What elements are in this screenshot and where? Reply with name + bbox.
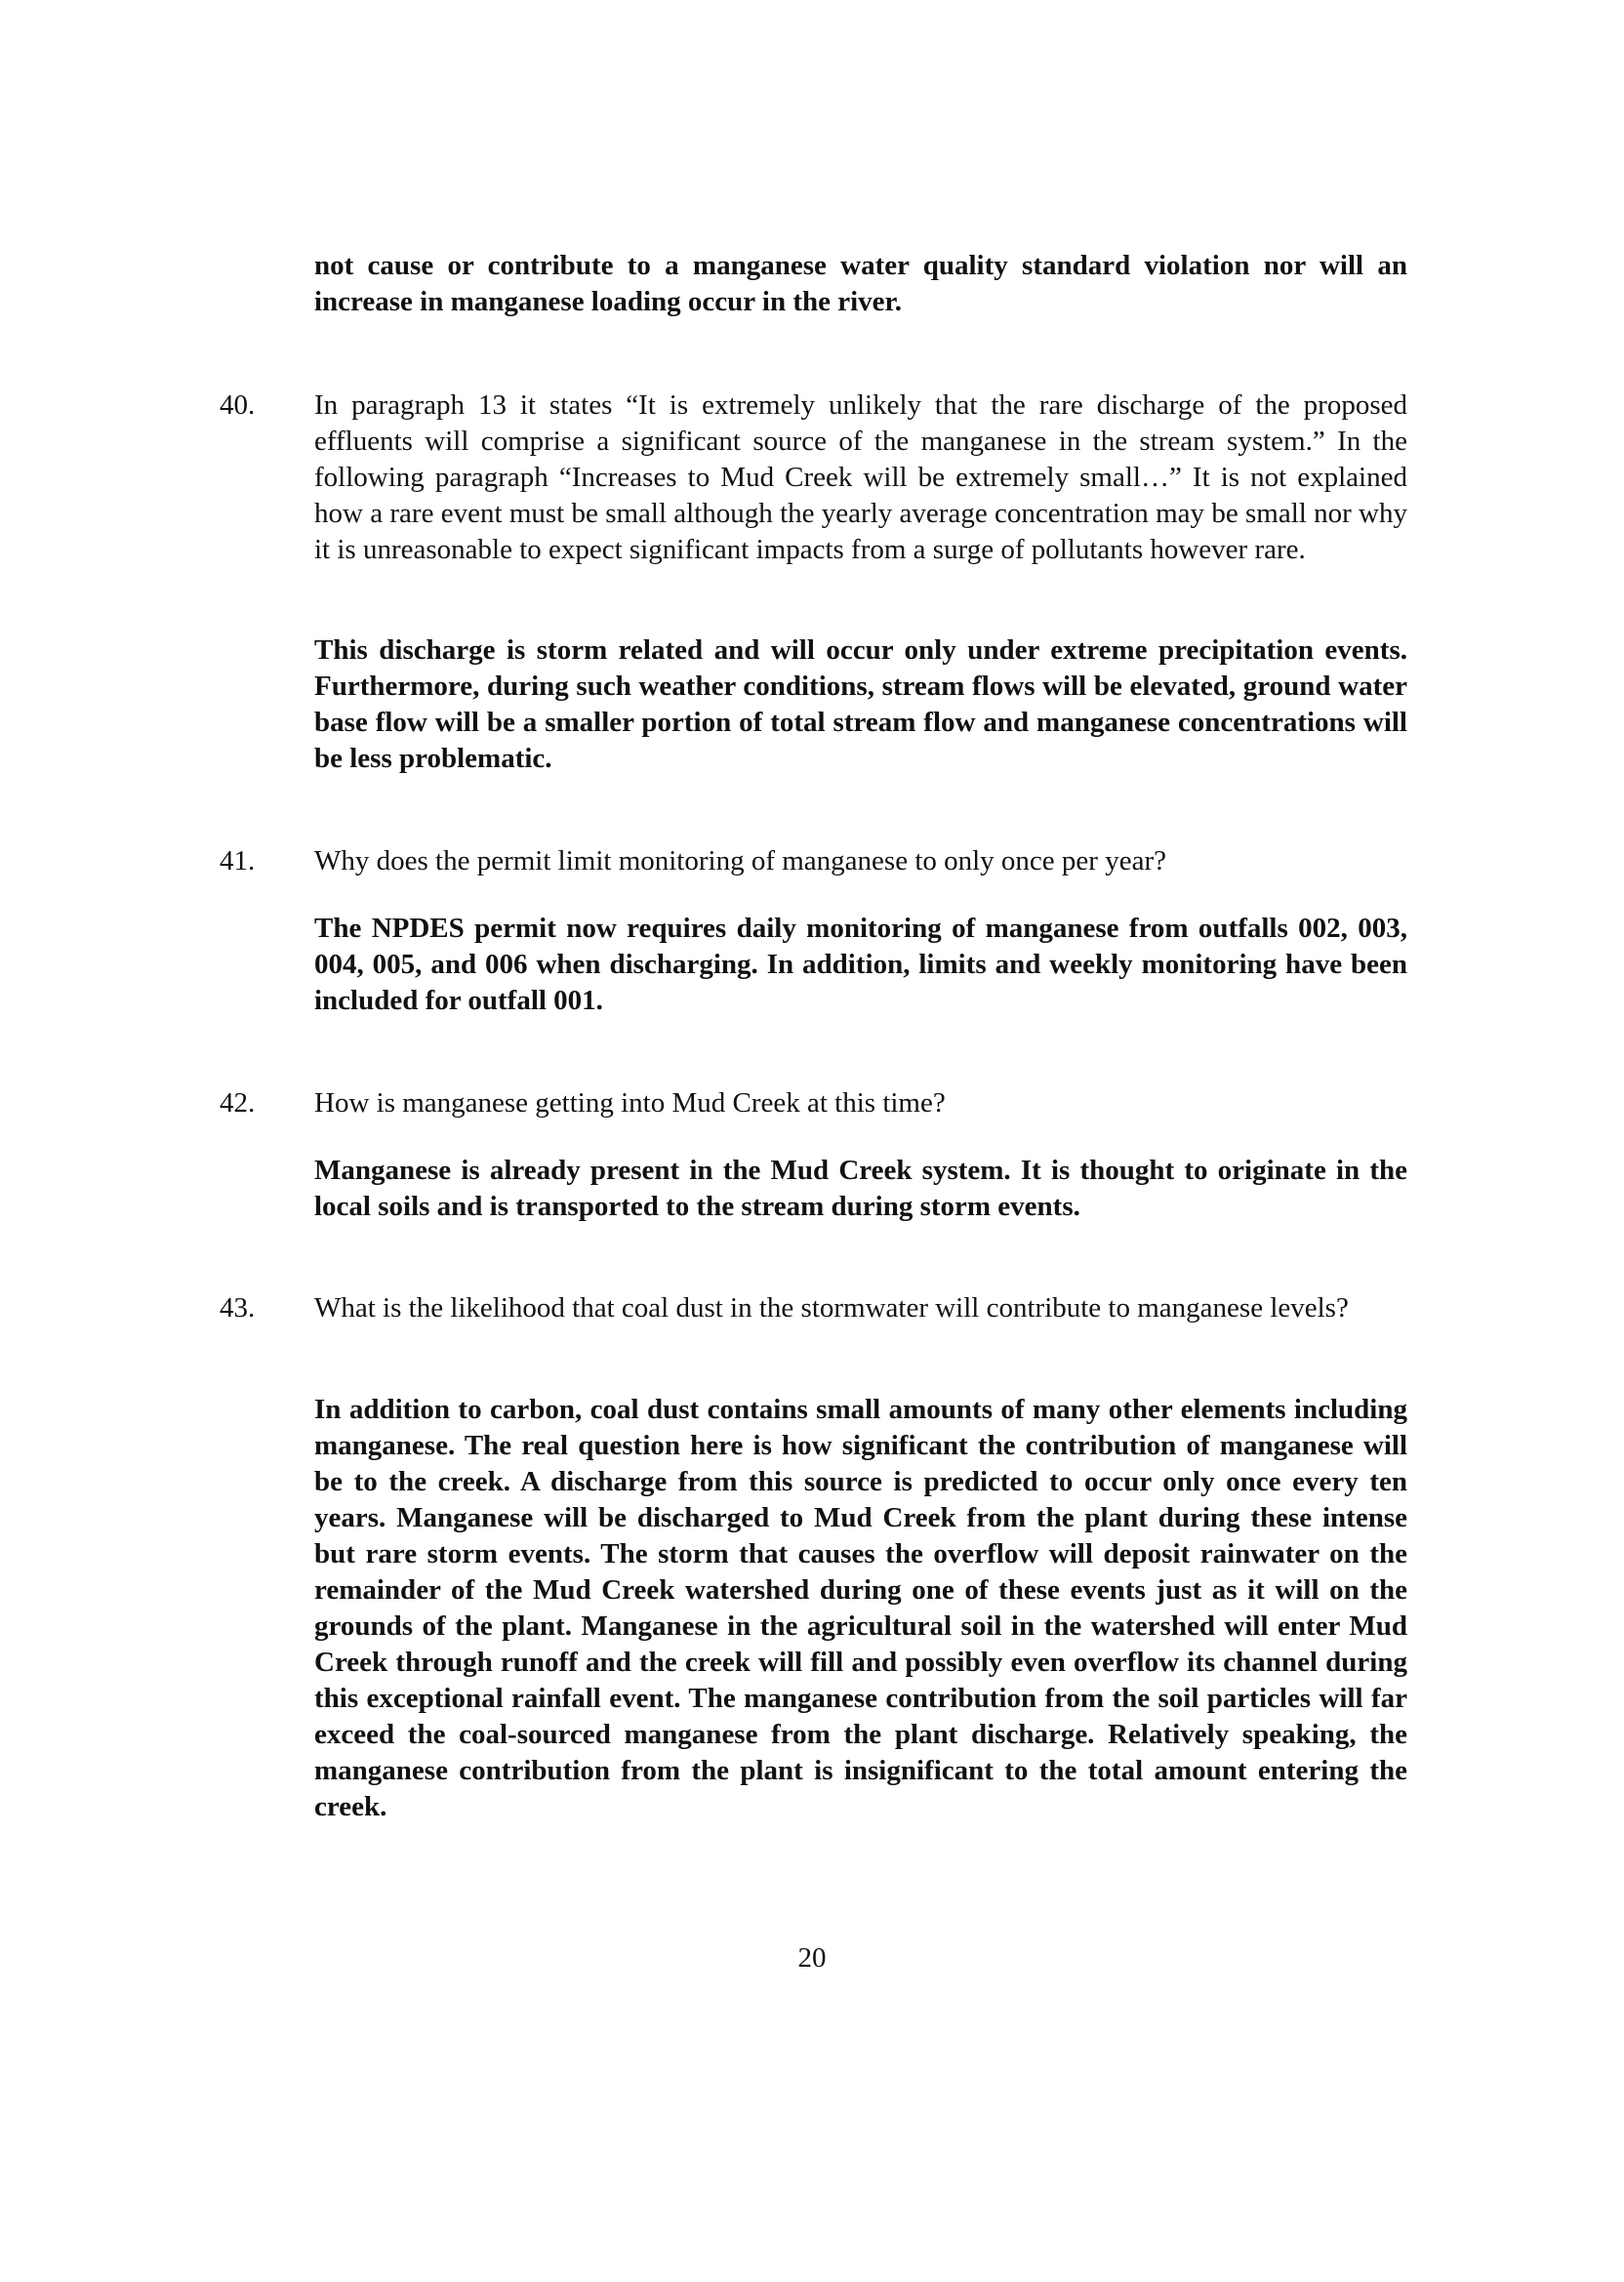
item-number-43: 43.	[220, 1292, 256, 1324]
item-answer-43: In addition to carbon, coal dust contains small amounts of many other elements including manganese. The real question here is how significant the contribution of manganese will be to the creek. A discharge from this source is predicted to occur only once every ten years. Manganese will be discharged to Mud Creek from the plant during these intense but rare storm events. The storm that causes the overflow will deposit rainwater on the remainder of the Mud Creek watershed during one of these events just as it will on the grounds of the plant. Manganese in the agricultural soil in the watershed will enter Mud Creek through runoff and the creek will fill and possibly even overflow its channel during this exceptional rainfall event. The manganese contribution from the soil particles will far exceed the coal-sourced manganese from the plant discharge. Relatively speaking, the manganese contribution from the plant is insignificant to the total amount entering the creek.	[314, 1394, 1407, 1822]
item-number-41: 41.	[220, 845, 256, 876]
item-answer-41: The NPDES permit now requires daily monitoring of manganese from outfalls 002, 003, 004, 005, and 006 when discharging. In addition, limits and weekly monitoring have been included for outfall 001.	[314, 913, 1407, 1016]
item-question-43: What is the likelihood that coal dust in the stormwater will contribute to manganese levels?	[314, 1292, 1349, 1324]
item-question-41: Why does the permit limit monitoring of manganese to only once per year?	[314, 845, 1166, 876]
item-question-42: How is manganese getting into Mud Creek at this time?	[314, 1087, 946, 1119]
item-number-40: 40.	[220, 389, 256, 421]
page-number: 20	[797, 1942, 827, 1974]
item-number-42: 42.	[220, 1087, 256, 1119]
item-answer-42: Manganese is already present in the Mud Creek system. It is thought to originate in the local soils and is transported to the stream during storm events.	[314, 1155, 1407, 1222]
continuation-answer: not cause or contribute to a manganese water quality standard violation nor will an increase in manganese loading occur in the river.	[314, 250, 1407, 317]
item-answer-40: This discharge is storm related and will occur only under extreme precipitation events. Furthermore, during such weather conditions, stream flows will be elevated, ground water base flow will be a smaller portion of total stream flow and manganese concentrations will be less problematic.	[314, 634, 1407, 774]
item-question-40: In paragraph 13 it states “It is extremely unlikely that the rare discharge of the proposed effluents will comprise a significant source of the manganese in the stream system.” In the following paragraph “Increases to Mud Creek will be extremely small…” It is not explained how a rare event must be small although the yearly average concentration may be small nor why it is unreasonable to expect significant impacts from a surge of pollutants however rare.	[314, 389, 1407, 565]
